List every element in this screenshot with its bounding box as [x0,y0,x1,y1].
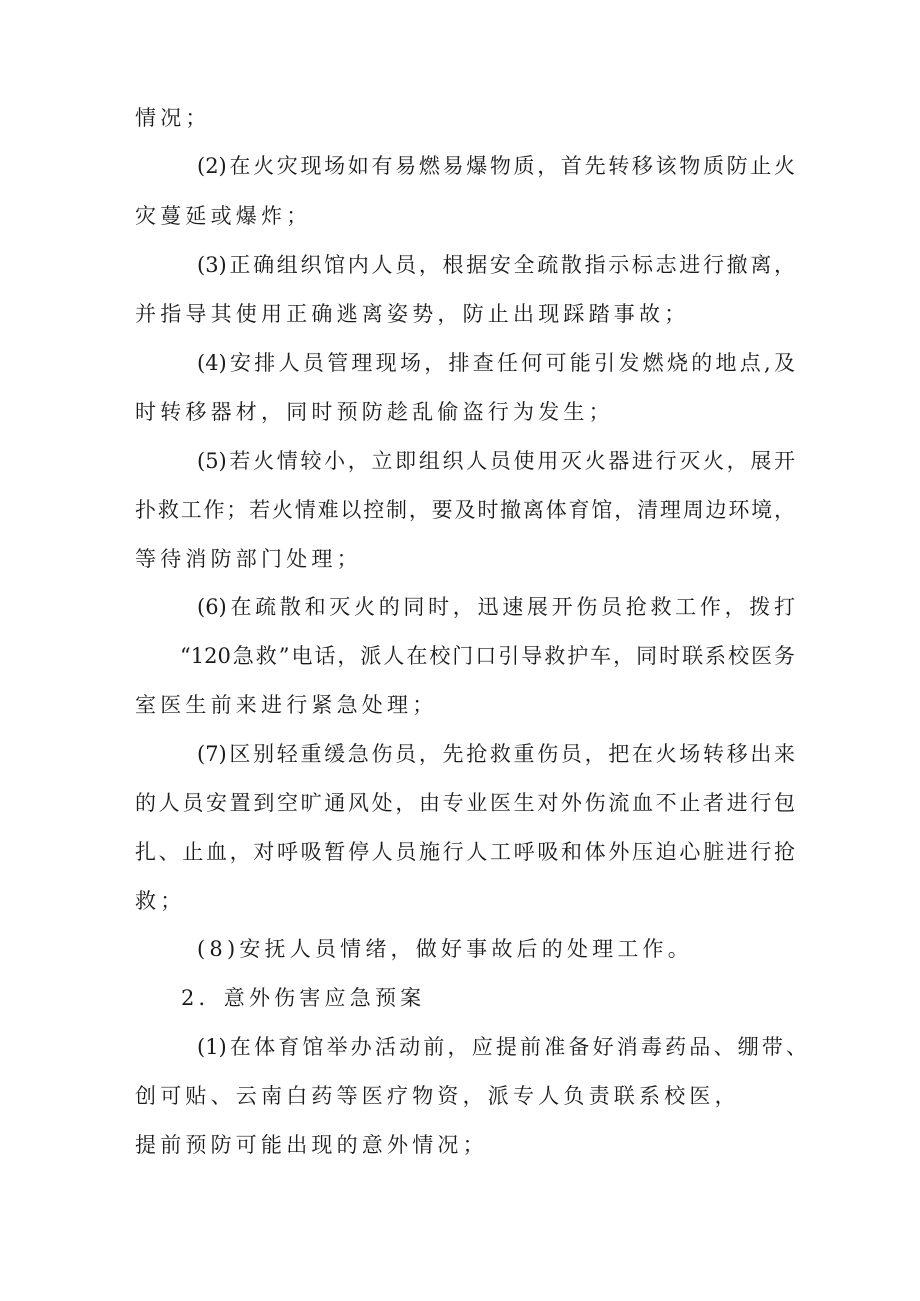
text-line: 扑救工作；若火情难以控制，要及时撤离体育馆，清理周边环境， [135,498,795,522]
text-line: 灾蔓延或爆炸； [135,204,312,228]
text-line: 情况； [135,106,211,130]
text-line: 的人员安置到空旷通风处，由专业医生对外伤流血不止者进行包 [135,791,795,815]
text-line: 室医生前来进行紧急处理； [135,693,438,717]
text-line: 等待消防部门处理； [135,547,362,571]
text-line: (7)区别轻重缓急伤员，先抢救重伤员，把在火场转移出来 [197,742,795,766]
text-line: (1)在体育馆举办活动前，应提前准备好消毒药品、绷带、 [197,1035,807,1059]
text-line: 扎、止血，对呼吸暂停人员施行人工呼吸和体外压迫心脏进行抢 [135,840,795,864]
text-line: “120急救”电话，派人在校门口引导救护车，同时联系校医务 [180,644,795,668]
text-line: 时转移器材，同时预防趁乱偷盗行为发生； [135,400,614,424]
text-line: (4)安排人员管理现场，排查任何可能引发燃烧的地点,及 [197,351,795,375]
text-line: 救； [135,889,186,913]
text-line: (8)安抚人员情绪，做好事故后的处理工作。 [197,937,693,961]
section-heading: 2．意外伤害应急预案 [181,986,426,1010]
text-line: (3)正确组织馆内人员，根据安全疏散指示标志进行撤离， [197,253,795,277]
text-line: (5)若火情较小，立即组织人员使用灭火器进行灭火，展开 [197,449,795,473]
text-line: 创可贴、云南白药等医疗物资，派专人负责联系校医， [135,1084,740,1108]
text-line: 提前预防可能出现的意外情况； [135,1133,488,1157]
text-line: (2)在火灾现场如有易燃易爆物质，首先转移该物质防止火 [197,154,795,178]
text-line: (6)在疏散和灭火的同时，迅速展开伤员抢救工作，拨打 [197,595,795,619]
text-line: 并指导其使用正确逃离姿势，防止出现踩踏事故； [135,302,690,326]
